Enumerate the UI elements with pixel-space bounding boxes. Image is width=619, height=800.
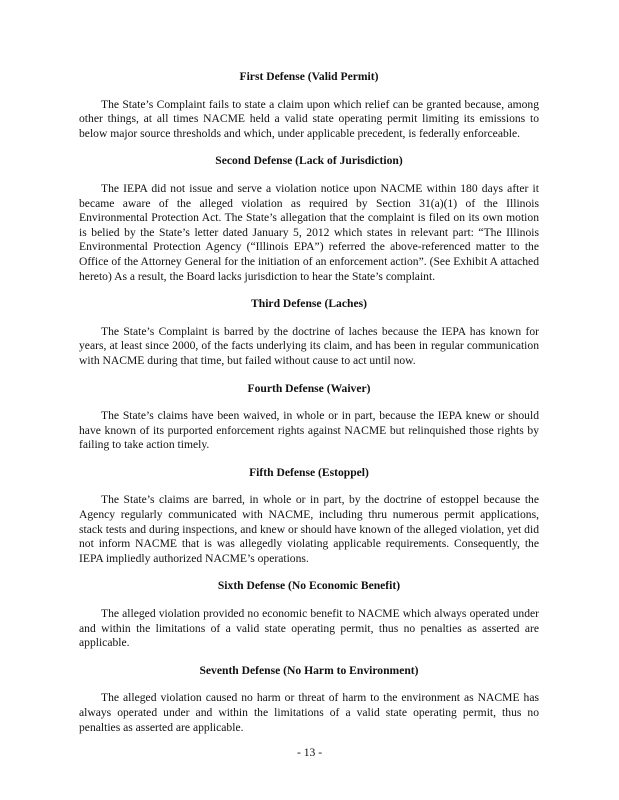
section-body-sixth-defense: The alleged violation provided no economic benefit to NACME which always operated under and within the limitations of a valid state operating permit, thus no penalties as asserted are applicable.: [79, 607, 539, 650]
section-heading-fifth-defense: Fifth Defense (Estoppel): [249, 465, 369, 479]
section-body-fifth-defense: The State’s claims are barred, in whole or in part, by the doctrine of estoppel because the Agency regularly communicated with NACME, including thru numerous permit applications, stack tests and during inspections, and knew or should have known of the alleged violation, yet did not inform NACME that is was allegedly violating applicable requirements. Consequently, the IEPA impliedly authorized NACME’s operations.: [79, 493, 539, 565]
section-body-seventh-defense: The alleged violation caused no harm or threat of harm to the environment as NACME has always operated under and within the limitations of a valid state operating permit, thus no penalties as asserted are applicable.: [79, 691, 539, 734]
section-heading-sixth-defense: Sixth Defense (No Economic Benefit): [217, 579, 401, 593]
section-heading-second-defense: Second Defense (Lack of Jurisdiction): [215, 154, 403, 168]
page-number: - 13 -: [296, 746, 323, 759]
section-body-second-defense: The IEPA did not issue and serve a violation notice upon NACME within 180 days after it became aware of the alleged violation as required by Section 31(a)(1) of the Illinois Environmental Protection Act. The State’s allegation that the complaint is filed on its own motion is belied by the State’s letter dated January 5, 2012 which states in relevant part: “The Illinois Environmental Protection Agency (“Illinois EPA”) referred the above-referenced matter to the Office of the Attorney General for the initiation of an enforcement action”. (See Exhibit A attached hereto) As a result, the Board lacks jurisdiction to hear the State’s complaint.: [79, 181, 539, 283]
section-body-fourth-defense: The State’s claims have been waived, in whole or in part, because the IEPA knew or should have known of its purported enforcement rights against NACME but relinquished those rights by failing to take action timely.: [79, 409, 539, 452]
section-heading-third-defense: Third Defense (Laches): [251, 297, 367, 311]
section-heading-fourth-defense: Fourth Defense (Waiver): [247, 381, 371, 395]
section-body-third-defense: The State’s Complaint is barred by the doctrine of laches because the IEPA has known for years, at least since 2000, of the facts underlying its claim, and has been in regular communication with NACME during that time, but failed without cause to act until now.: [79, 324, 539, 367]
section-heading-seventh-defense: Seventh Defense (No Harm to Environment): [199, 663, 419, 677]
document-body: [79, 70, 539, 748]
section-heading-first-defense: First Defense (Valid Permit): [239, 70, 379, 83]
section-body-first-defense: The State’s Complaint fails to state a claim upon which relief can be granted because, among other things, at all times NACME held a valid state operating permit limiting its emissions to below major source thresholds and which, under applicable precedent, is federally enforceable.: [79, 97, 539, 140]
